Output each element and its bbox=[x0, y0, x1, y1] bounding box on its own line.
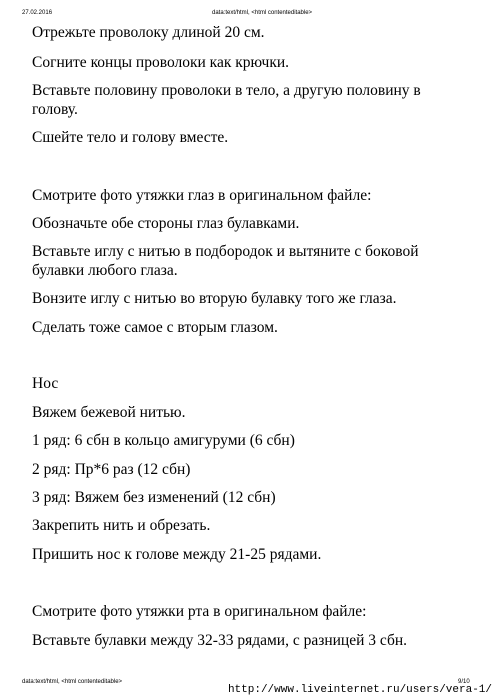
text-line: голову. bbox=[32, 101, 78, 118]
text-line: Вяжем бежевой нитью. bbox=[32, 404, 186, 421]
print-url: data:text/html, <html contenteditable> bbox=[212, 10, 313, 16]
text-line: Сделать тоже самое с вторым глазом. bbox=[32, 319, 278, 336]
text-line: Вставьте булавки между 32-33 рядами, с разницей 3 сбн. bbox=[32, 632, 408, 649]
text-line: Согните концы проволоки как крючки. bbox=[32, 54, 290, 71]
text-line: Отрежьте проволоку длиной 20 см. bbox=[32, 24, 265, 41]
text-line: Вставьте иглу с нитью в подбородок и вытяните с боковой bbox=[32, 243, 419, 260]
text-line: Смотрите фото утяжки глаз в оригинальном файле: bbox=[32, 187, 372, 204]
watermark-link[interactable]: http://www.liveinternet.ru/users/vera-1/ bbox=[227, 684, 492, 696]
page-number: 9/10 bbox=[458, 679, 470, 685]
text-line: 2 ряд: Пр*6 раз (12 сбн) bbox=[32, 461, 191, 478]
text-line: Сшейте тело и голову вместе. bbox=[32, 129, 229, 146]
text-line: Обозначьте обе стороны глаз булавками. bbox=[32, 215, 300, 232]
section-heading: Нос bbox=[32, 375, 59, 392]
text-line: Пришить нос к голове между 21-25 рядами. bbox=[32, 546, 322, 563]
print-date: 27.02.2016 bbox=[22, 10, 53, 16]
text-line: Вставьте половину проволоки в тело, а другую половину в bbox=[32, 82, 421, 99]
text-line: 1 ряд: 6 сбн в кольцо амигуруми (6 сбн) bbox=[32, 432, 295, 449]
text-line: Вонзите иглу с нитью во вторую булавку того же глаза. bbox=[32, 290, 397, 307]
text-line: Смотрите фото утяжки рта в оригинальном файле: bbox=[32, 603, 367, 620]
footer-url: data:text/html, <html contenteditable> bbox=[22, 679, 123, 685]
text-line: 3 ряд: Вяжем без изменений (12 сбн) bbox=[32, 489, 276, 506]
text-line: булавки любого глаза. bbox=[32, 262, 178, 279]
text-line: Закрепить нить и обрезать. bbox=[32, 517, 211, 534]
